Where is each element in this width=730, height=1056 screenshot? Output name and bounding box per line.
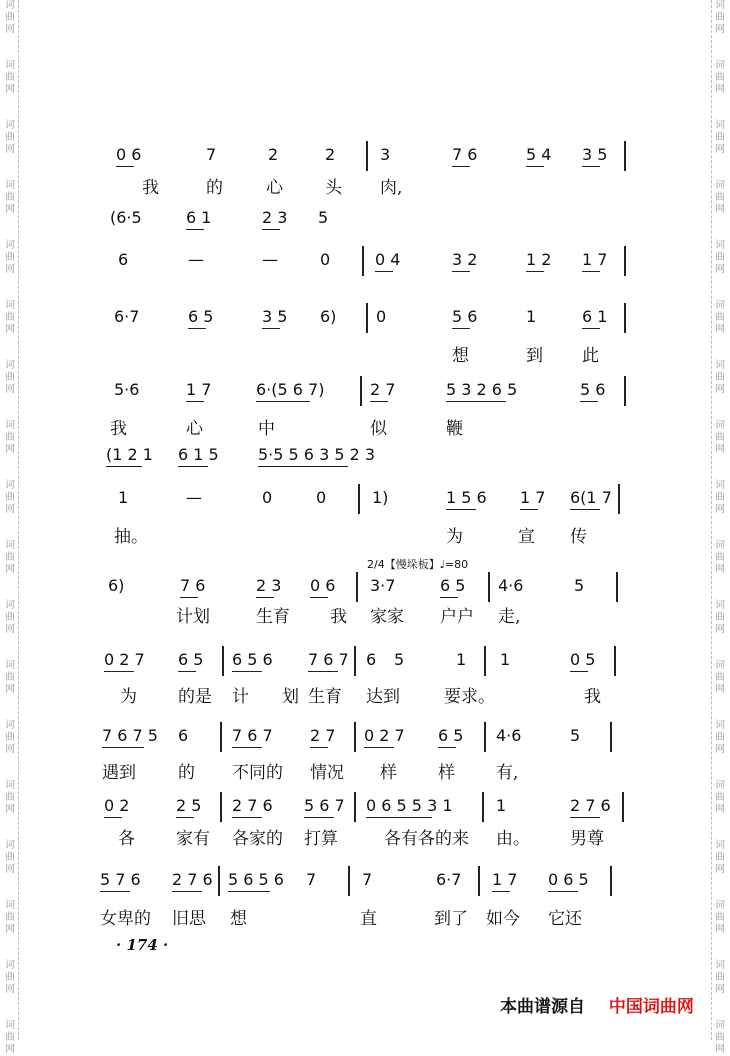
note-group: 7 xyxy=(206,145,217,164)
watermark-text: 词 曲 网 xyxy=(715,900,725,935)
note-group: 6·7 xyxy=(114,307,140,326)
lyric-text: 情况 xyxy=(310,763,344,783)
lyric-text: 计 xyxy=(232,687,249,707)
lyric-text: 女卑的 xyxy=(100,909,151,929)
watermark-text: 词 曲 网 xyxy=(5,180,15,215)
source-label: 本曲谱源自 xyxy=(500,997,585,1017)
watermark-text: 词 曲 网 xyxy=(715,300,725,335)
lyric-text: 鞭 xyxy=(446,419,463,439)
beam-line xyxy=(228,891,270,892)
bar-line xyxy=(484,722,486,752)
note-group: 0 6 xyxy=(310,576,336,595)
bar-line xyxy=(622,792,624,822)
note-group: 0 6 xyxy=(116,145,142,164)
beam-line xyxy=(526,271,544,272)
right-watermark-strip xyxy=(711,0,728,1055)
lyric-text: 到了 xyxy=(434,909,468,929)
beam-line xyxy=(452,271,470,272)
note-group: 5 xyxy=(318,208,329,227)
lyric-text: 想 xyxy=(230,909,247,929)
bar-line xyxy=(354,646,356,676)
note-group: 3 2 xyxy=(452,250,478,269)
lyric-text: 它还 xyxy=(548,909,582,929)
watermark-text: 词 曲 网 xyxy=(715,960,725,995)
beam-line xyxy=(548,891,578,892)
watermark-text: 词 曲 网 xyxy=(715,600,725,635)
note-group: 7 xyxy=(362,870,373,889)
note-group: 6 5 xyxy=(438,726,464,745)
note-group: 5 6 7 xyxy=(304,796,345,815)
note-group: 1 xyxy=(496,796,507,815)
bar-line xyxy=(478,866,480,896)
beam-line xyxy=(570,671,588,672)
note-group: 1 7 xyxy=(492,870,518,889)
beam-line xyxy=(310,597,328,598)
note-group: 4·6 xyxy=(498,576,524,595)
beam-line xyxy=(520,509,538,510)
note-group: 5 xyxy=(394,650,405,669)
lyric-text: 我 xyxy=(142,178,159,198)
note-group: 7 6 7 xyxy=(308,650,349,669)
lyric-text: 的 xyxy=(206,178,223,198)
beam-line xyxy=(102,747,144,748)
bar-line xyxy=(624,376,626,406)
watermark-text: 词 曲 网 xyxy=(5,360,15,395)
beam-line xyxy=(446,401,506,402)
beam-line xyxy=(582,271,600,272)
note-group: 6(1 7 xyxy=(570,488,612,507)
lyric-text: 直 xyxy=(360,909,377,929)
watermark-text: 词 曲 网 xyxy=(5,120,15,155)
lyric-text: 我 xyxy=(110,419,127,439)
beam-line xyxy=(104,671,134,672)
lyric-text: 各有各的来 xyxy=(384,829,469,849)
watermark-text: 词 曲 网 xyxy=(5,780,15,815)
note-group: 0 6 5 5 3 1 xyxy=(366,796,453,815)
beam-line xyxy=(100,891,130,892)
lyric-text: 旧思 xyxy=(172,909,206,929)
lyric-text: 心 xyxy=(186,419,203,439)
beam-line xyxy=(580,401,598,402)
lyric-text: 家家 xyxy=(370,607,404,627)
source-credit xyxy=(500,992,694,1017)
note-group: 2 xyxy=(268,145,279,164)
note-group: 6·7 xyxy=(436,870,462,889)
lyric-text: 走, xyxy=(498,607,521,627)
note-group: 6 5 xyxy=(440,576,466,595)
bar-line xyxy=(624,246,626,276)
note-group: (1 2 1 xyxy=(106,445,153,464)
watermark-text: 词 曲 网 xyxy=(5,0,15,35)
note-group: 1 2 xyxy=(526,250,552,269)
beam-line xyxy=(178,466,208,467)
note-group: 1 7 xyxy=(186,380,212,399)
page-number: · 174 · xyxy=(116,936,169,954)
lyric-text: 为 xyxy=(120,687,137,707)
beam-line xyxy=(310,747,328,748)
note-group: 6·(5 6 7) xyxy=(256,380,325,399)
note-group: 1 7 xyxy=(582,250,608,269)
note-group: 2 7 6 xyxy=(570,796,611,815)
beam-line xyxy=(104,817,122,818)
watermark-text: 词 曲 网 xyxy=(715,840,725,875)
lyric-text: 此 xyxy=(582,346,599,366)
note-group: 7 6 xyxy=(452,145,478,164)
lyric-text: 生育 xyxy=(308,687,342,707)
note-group: 6 1 xyxy=(582,307,608,326)
lyric-text: 各 xyxy=(118,829,135,849)
beam-line xyxy=(570,509,600,510)
note-group: 6 5 6 xyxy=(232,650,273,669)
note-group: 7 xyxy=(306,870,317,889)
lyric-text: 计划 xyxy=(176,607,210,627)
note-group: 2 7 xyxy=(370,380,396,399)
note-group: 6) xyxy=(320,307,337,326)
bar-line xyxy=(488,572,490,602)
note-group: 3 5 xyxy=(262,307,288,326)
lyric-text: 划 xyxy=(282,687,299,707)
note-group: 6 1 xyxy=(186,208,212,227)
note-group: 2 5 xyxy=(176,796,202,815)
lyric-text: 我 xyxy=(584,687,601,707)
bar-line xyxy=(616,572,618,602)
bar-line xyxy=(220,792,222,822)
beam-line xyxy=(172,891,202,892)
watermark-text: 词 曲 网 xyxy=(5,420,15,455)
note-group: 1 xyxy=(500,650,511,669)
bar-line xyxy=(222,646,224,676)
bar-line xyxy=(610,722,612,752)
note-group: 1 5 6 xyxy=(446,488,487,507)
lyric-text: 传 xyxy=(570,527,587,547)
bar-line xyxy=(366,303,368,333)
note-group: 6) xyxy=(108,576,125,595)
note-group: 5 7 6 xyxy=(100,870,141,889)
beam-line xyxy=(256,401,310,402)
note-group: 0 xyxy=(262,488,273,507)
bar-line xyxy=(348,866,350,896)
lyric-text: 抽。 xyxy=(114,527,148,547)
watermark-text: 词 曲 网 xyxy=(5,720,15,755)
note-group: 3 5 xyxy=(582,145,608,164)
beam-line xyxy=(526,166,544,167)
watermark-text: 词 曲 网 xyxy=(5,900,15,935)
note-group: 7 6 7 5 xyxy=(102,726,158,745)
note-group: 6 5 xyxy=(178,650,204,669)
note-group: 5 xyxy=(570,726,581,745)
tempo-marking: 2/4【慢垛板】♩=80 xyxy=(367,558,469,571)
watermark-text: 词 曲 网 xyxy=(715,60,725,95)
note-group: 1 7 xyxy=(520,488,546,507)
watermark-text: 词 曲 网 xyxy=(5,480,15,515)
beam-line xyxy=(186,401,204,402)
beam-line xyxy=(370,401,388,402)
watermark-text: 词 曲 网 xyxy=(715,360,725,395)
lyric-text: 宣 xyxy=(518,527,535,547)
note-group: 4·6 xyxy=(496,726,522,745)
note-group: 2 xyxy=(325,145,336,164)
beam-line xyxy=(116,166,134,167)
beam-line xyxy=(188,328,206,329)
beam-line xyxy=(375,271,393,272)
note-group: 1 xyxy=(456,650,467,669)
beam-line xyxy=(178,671,196,672)
watermark-text: 词 曲 网 xyxy=(5,300,15,335)
bar-line xyxy=(360,376,362,406)
note-group: 0 2 xyxy=(104,796,130,815)
bar-line xyxy=(362,246,364,276)
lyric-text: 家有 xyxy=(176,829,210,849)
watermark-text: 词 曲 网 xyxy=(715,0,725,35)
note-group: 5·5 5 6 3 5 2 3 xyxy=(258,445,376,464)
watermark-text: 词 曲 网 xyxy=(5,660,15,695)
beam-line xyxy=(304,817,334,818)
note-group: 5·6 xyxy=(114,380,140,399)
bar-line xyxy=(624,141,626,171)
beam-line xyxy=(186,229,204,230)
beam-line xyxy=(256,597,274,598)
lyric-text: 样 xyxy=(380,763,397,783)
note-group: (6·5 xyxy=(110,208,142,227)
lyric-text: 男尊 xyxy=(570,829,604,849)
bar-line xyxy=(366,141,368,171)
note-group: 3·7 xyxy=(370,576,396,595)
lyric-text: 打算 xyxy=(304,829,338,849)
beam-line xyxy=(106,466,142,467)
watermark-text: 词 曲 网 xyxy=(5,960,15,995)
beam-line xyxy=(232,817,262,818)
beam-line xyxy=(262,229,280,230)
note-group: 0 4 xyxy=(375,250,401,269)
watermark-text: 词 曲 网 xyxy=(715,240,725,275)
note-group: 6 xyxy=(178,726,189,745)
watermark-text: 词 曲 网 xyxy=(715,720,725,755)
lyric-text: 的 xyxy=(178,763,195,783)
lyric-text: 有, xyxy=(496,763,519,783)
lyric-text: 不同的 xyxy=(232,763,283,783)
beam-line xyxy=(440,597,458,598)
lyric-text: 似 xyxy=(370,419,387,439)
note-group: 5 6 5 6 xyxy=(228,870,284,889)
watermark-text: 词 曲 网 xyxy=(715,1020,725,1055)
bar-line xyxy=(354,792,356,822)
lyric-text: 我 xyxy=(330,607,347,627)
note-group: 5 4 xyxy=(526,145,552,164)
watermark-text: 词 曲 网 xyxy=(5,540,15,575)
note-group: 5 6 xyxy=(580,380,606,399)
lyric-text: 如今 xyxy=(486,909,520,929)
lyric-text: 心 xyxy=(266,178,283,198)
note-group: 2 7 6 xyxy=(172,870,213,889)
lyric-text: 肉, xyxy=(380,178,403,198)
note-group: 2 3 xyxy=(262,208,288,227)
note-group: 0 2 7 xyxy=(104,650,145,669)
lyric-text: 头 xyxy=(325,178,342,198)
lyric-text: 要求。 xyxy=(444,687,495,707)
note-group: 0 xyxy=(376,307,387,326)
beam-line xyxy=(452,328,470,329)
bar-line xyxy=(356,572,358,602)
beam-line xyxy=(452,166,470,167)
beam-line xyxy=(262,328,280,329)
watermark-text: 词 曲 网 xyxy=(715,660,725,695)
note-group: 2 7 6 xyxy=(232,796,273,815)
note-group: 0 xyxy=(320,250,331,269)
lyric-text: 遇到 xyxy=(102,763,136,783)
note-group: — xyxy=(262,250,278,269)
lyric-text: 的是 xyxy=(178,687,212,707)
beam-line xyxy=(176,817,194,818)
watermark-text: 词 曲 网 xyxy=(715,120,725,155)
lyric-text: 生育 xyxy=(256,607,290,627)
note-group: 5 xyxy=(574,576,585,595)
left-watermark-strip xyxy=(2,0,19,1055)
note-group: 3 xyxy=(380,145,391,164)
bar-line xyxy=(218,866,220,896)
note-group: 5 6 xyxy=(452,307,478,326)
note-group: 7 6 7 xyxy=(232,726,273,745)
lyric-text: 由。 xyxy=(496,829,530,849)
note-group: 6 xyxy=(366,650,377,669)
bar-line xyxy=(614,646,616,676)
note-group: 2 3 xyxy=(256,576,282,595)
beam-line xyxy=(570,817,600,818)
note-group: 1 xyxy=(118,488,129,507)
note-group: 6 1 5 xyxy=(178,445,219,464)
lyric-text: 各家的 xyxy=(232,829,283,849)
bar-line xyxy=(358,484,360,514)
beam-line xyxy=(232,747,262,748)
lyric-text: 为 xyxy=(446,527,463,547)
beam-line xyxy=(364,747,394,748)
note-group: 1) xyxy=(372,488,389,507)
note-group: 0 5 xyxy=(570,650,596,669)
watermark-text: 词 曲 网 xyxy=(715,180,725,215)
lyric-text: 户户 xyxy=(440,607,474,627)
source-site-link[interactable]: 中国词曲网 xyxy=(608,997,694,1017)
beam-line xyxy=(582,166,600,167)
lyric-text: 样 xyxy=(438,763,455,783)
note-group: 2 7 xyxy=(310,726,336,745)
note-group: 6 5 xyxy=(188,307,214,326)
bar-line xyxy=(354,722,356,752)
note-group: 5 3 2 6 5 xyxy=(446,380,518,399)
beam-line xyxy=(366,817,432,818)
lyric-text: 达到 xyxy=(366,687,400,707)
note-group: 0 2 7 xyxy=(364,726,405,745)
bar-line xyxy=(624,303,626,333)
beam-line xyxy=(582,328,600,329)
watermark-text: 词 曲 网 xyxy=(715,420,725,455)
watermark-text: 词 曲 网 xyxy=(5,1020,15,1055)
note-group: 0 6 5 xyxy=(548,870,589,889)
watermark-text: 词 曲 网 xyxy=(715,780,725,815)
note-group: 6 xyxy=(118,250,129,269)
watermark-text: 词 曲 网 xyxy=(5,60,15,95)
watermark-text: 词 曲 网 xyxy=(5,240,15,275)
bar-line xyxy=(482,792,484,822)
bar-line xyxy=(484,646,486,676)
beam-line xyxy=(492,891,510,892)
watermark-text: 词 曲 网 xyxy=(5,600,15,635)
lyric-text: 到 xyxy=(526,346,543,366)
beam-line xyxy=(258,466,348,467)
note-group: 0 xyxy=(316,488,327,507)
beam-line xyxy=(438,747,456,748)
beam-line xyxy=(308,671,338,672)
bar-line xyxy=(610,866,612,896)
beam-line xyxy=(180,597,198,598)
beam-line xyxy=(232,671,262,672)
note-group: — xyxy=(188,250,204,269)
note-group: 7 6 xyxy=(180,576,206,595)
watermark-text: 词 曲 网 xyxy=(715,480,725,515)
note-group: — xyxy=(186,488,202,507)
beam-line xyxy=(446,509,476,510)
lyric-text: 想 xyxy=(452,346,469,366)
lyric-text: 中 xyxy=(258,419,275,439)
watermark-text: 词 曲 网 xyxy=(5,840,15,875)
bar-line xyxy=(618,484,620,514)
watermark-text: 词 曲 网 xyxy=(715,540,725,575)
note-group: 1 xyxy=(526,307,537,326)
bar-line xyxy=(220,722,222,752)
